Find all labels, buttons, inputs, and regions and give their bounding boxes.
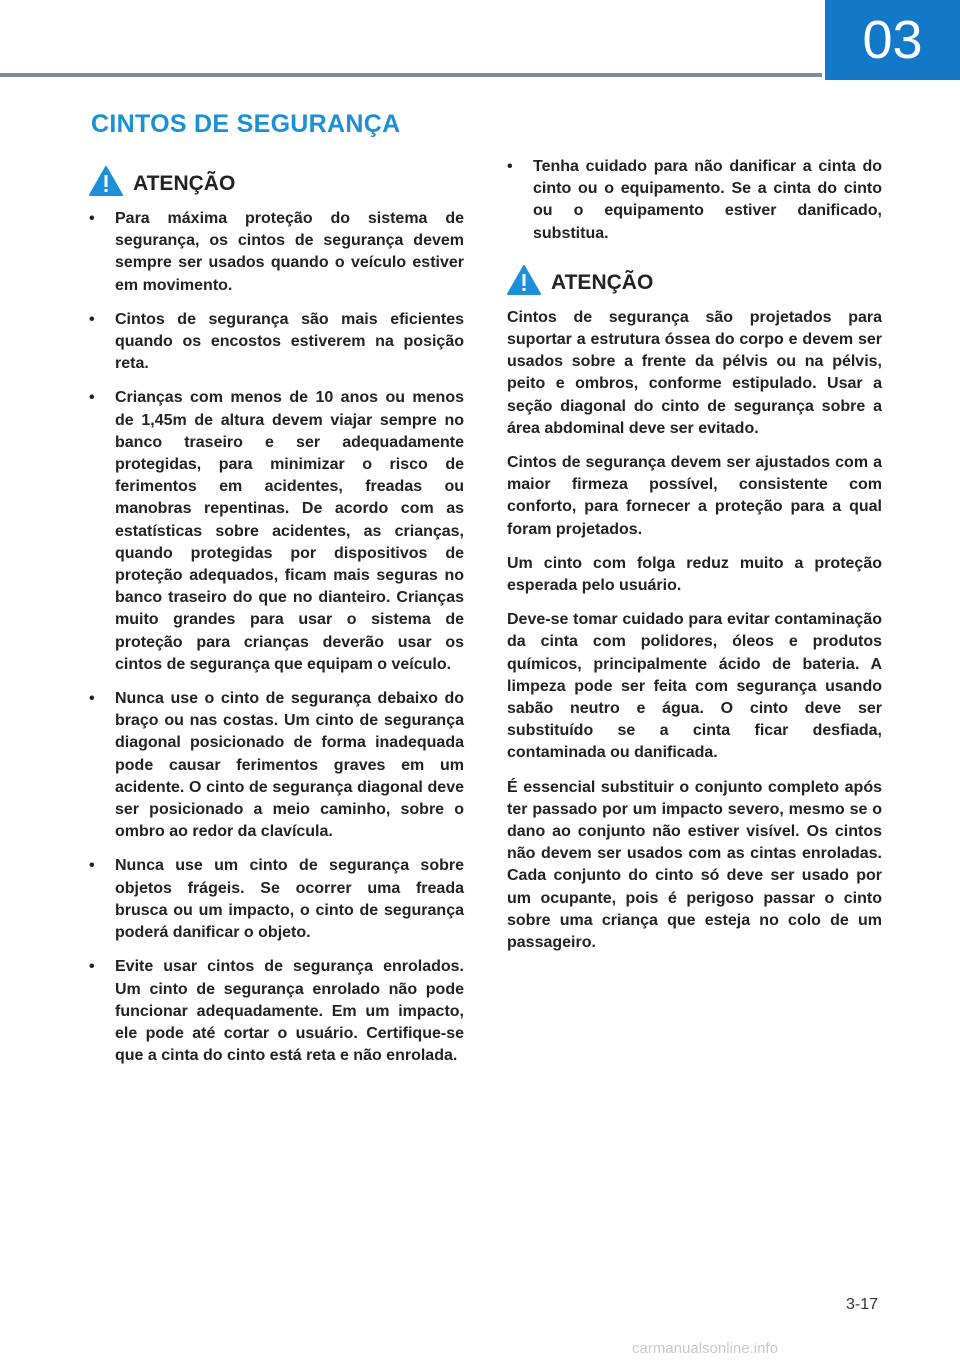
left-column — [89, 160, 464, 1079]
warning-paragraph: Cintos de segurança são projetados para suportar a estrutura óssea do corpo e devem ser usados sobre a frente da pélvis ou na pélvis, peito e ombros, conforme estipulado. Usar a seção diagonal do cinto de segurança sobre a área abdominal deve ser evitado. — [507, 308, 882, 437]
section-title: CINTOS DE SEGURANÇA — [91, 110, 401, 138]
list-item: • Cintos de segurança são mais eficientes quando os encostos estiverem na posição reta. — [89, 310, 464, 373]
chapter-number: 03 — [862, 10, 923, 70]
warning-paragraph: Cintos de segurança devem ser ajustados com a maior firmeza possível, consistente com conforto, para fornecer a proteção para a qual foram projetados. — [507, 454, 882, 538]
warning-header — [507, 259, 882, 295]
care-list — [507, 156, 882, 245]
watermark: carmanualsonline.info — [632, 1340, 778, 1357]
warning-paragraph: Deve-se tomar cuidado para evitar contaminação da cinta com polidores, óleos e produtos químicos, principalmente ácido de bateria. A limpeza pode ser feita com segurança usando sabão neutro e água. O cinto deve ser substituído se a cinta ficar desfiada, contaminada ou danificada. — [507, 611, 882, 762]
warning-paragraph: Um cinto com folga reduz muito a proteção esperada pelo usuário. — [507, 554, 882, 595]
list-item: • Nunca use um cinto de segurança sobre objetos frágeis. Se ocorrer uma freada brusca ou um impacto, o cinto de segurança poderá danificar o objeto. — [89, 857, 464, 942]
warning-triangle-icon — [507, 265, 541, 295]
warning-title: ATENÇÃO — [551, 270, 654, 294]
page-number: 3-17 — [846, 1296, 879, 1313]
warning-paragraph: É essencial substituir o conjunto completo após ter passado por um impacto severo, mesmo se o dano ao conjunto não estiver visível. Os cintos não devem ser usados com as cintas enroladas. Cada conjunto do cinto só deve ser usado por um ocupante, pois é perigoso passar o cinto sobre uma criança que esteja no colo de um passageiro. — [507, 778, 882, 952]
warning-list — [89, 208, 464, 1067]
chapter-tab — [825, 0, 960, 80]
warning-triangle-icon — [89, 166, 123, 196]
header-rule — [0, 73, 822, 77]
list-item: • Tenha cuidado para não danificar a cinta do cinto ou o equipamento. Se a cinta do cinto ou o equipamento estiver danificado, substitua. — [507, 158, 882, 242]
list-item: • Para máxima proteção do sistema de segurança, os cintos de segurança devem sempre ser usados quando o veículo estiver em movimento. — [89, 210, 464, 294]
list-item: • Crianças com menos de 10 anos ou menos de 1,45m de altura devem viajar sempre no banco traseiro e ser adequadamente protegidas, para minimizar o risco de ferimentos em acidentes, freadas ou manobras repentinas. De acordo com as estatísticas sobre acidentes, as crianças, quando protegidas por dispositivos de proteção adequados, ficam mais seguras no banco traseiro do que no dianteiro. Crianças muito grandes para usar o sistema de proteção para crianças deverão usar os cintos de segurança que equipam o veículo. — [89, 389, 464, 673]
right-column — [507, 156, 882, 966]
warning-title: ATENÇÃO — [133, 172, 236, 195]
warning-header — [89, 160, 464, 196]
list-item: • Evite usar cintos de segurança enrolados. Um cinto de segurança enrolado não pode funcionar adequadamente. Em um impacto, ele pode até cortar o usuário. Certifique-se que a cinta do cinto está reta e não enrolada. — [89, 958, 464, 1065]
list-item: • Nunca use o cinto de segurança debaixo do braço ou nas costas. Um cinto de segurança diagonal posicionado de forma inadequada pode causar ferimentos graves em um acidente. O cinto de segurança diagonal deve ser posicionado a meio caminho, sobre o ombro ao redor da clavícula. — [89, 690, 464, 841]
